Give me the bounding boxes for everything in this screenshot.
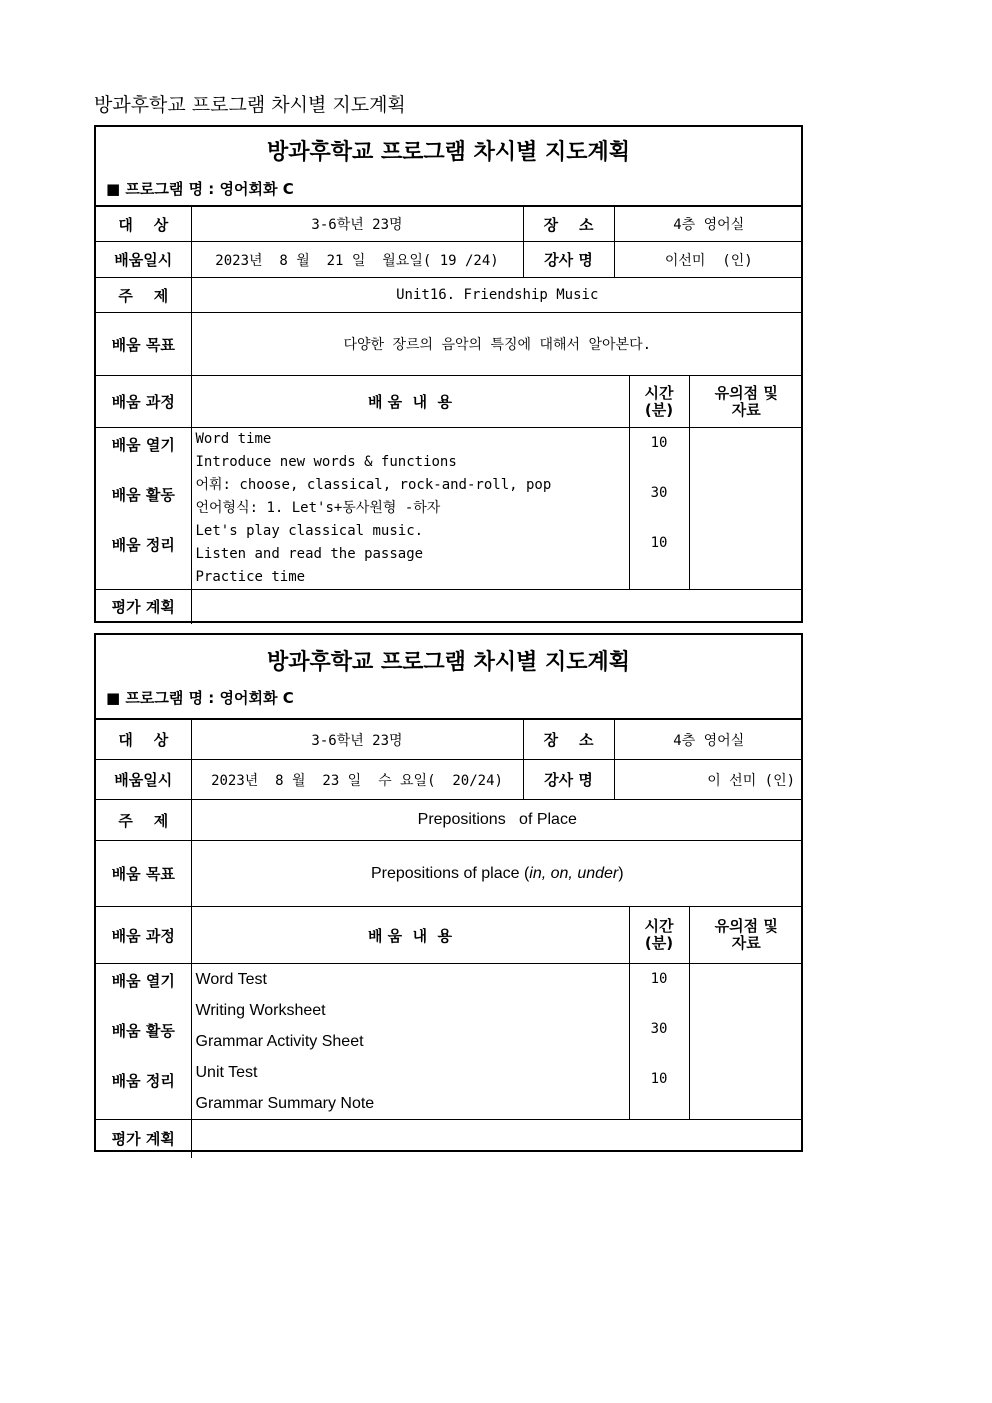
time-value: 10 [650,971,668,987]
process-label: 배움 과정 [96,376,191,428]
place-value: 4층 영어실 [614,720,803,760]
content-line: Word Test [195,971,267,988]
topic-label: 주 제 [96,278,191,313]
goal-text: Prepositions of place ( [370,864,530,882]
notes-cell [689,428,803,590]
target-value: 3-6학년 23명 [191,720,523,760]
content-line: Practice time [195,569,306,585]
place-value: 4층 영어실 [614,207,803,242]
date-label: 배움일시 [96,242,191,278]
goal-value [191,841,803,907]
goal-value: 다양한 장르의 음악의 특징에 대해서 알아본다. [191,313,803,376]
teacher-value: 이 선미 (인) [614,760,803,800]
plan-title: 방과후학교 프로그램 차시별 지도계획 [266,649,630,675]
stage-label: 배움 활동 [111,1022,175,1040]
date-value: 2023년 8 월 21 일 월요일( 19 /24) [191,242,523,278]
place-label: 장 소 [523,207,614,242]
goal-suffix: ) [618,864,624,882]
time-column [629,964,689,1120]
document-title: 방과후학교 프로그램 차시별 지도계획 [94,94,406,116]
topic-label: 주 제 [96,800,191,841]
lesson-plan-2 [94,633,803,1152]
eval-label: 평가 계획 [96,1120,191,1158]
lesson-plan-1 [94,125,803,623]
stage-label: 배움 열기 [111,972,175,990]
target-label: 대 상 [96,720,191,760]
time-value: 30 [650,485,668,501]
goal-italic-text: in, on, under [529,864,619,882]
place-label: 장 소 [523,720,614,760]
program-name: ■ 프로그램 명 : 영어회화 C [106,689,294,707]
stage-column [96,428,191,590]
content-cell [191,428,629,590]
eval-value [191,1120,803,1158]
date-label: 배움일시 [96,760,191,800]
teacher-label: 강사 명 [523,760,614,800]
teacher-label: 강사 명 [523,242,614,278]
time-value: 30 [650,1021,668,1037]
goal-label: 배움 목표 [96,841,191,907]
notes-cell [689,964,803,1120]
teacher-value: 이선미 (인) [614,242,803,278]
plan-title: 방과후학교 프로그램 차시별 지도계획 [266,139,630,165]
content-header: 배 움 내 용 [191,376,629,428]
stage-label: 배움 정리 [111,536,175,554]
content-line: Let's play classical music. [195,523,424,539]
stage-column [96,964,191,1120]
notes-header: 유의점 및 자료 [689,376,803,428]
content-line: Listen and read the passage [195,546,424,562]
process-label: 배움 과정 [96,907,191,964]
topic-value: Unit16. Friendship Music [191,278,803,313]
time-column [629,428,689,590]
goal-label: 배움 목표 [96,313,191,376]
time-value: 10 [650,535,668,551]
program-name: ■ 프로그램 명 : 영어회화 C [106,180,294,198]
target-label: 대 상 [96,207,191,242]
topic-value: Prepositions of Place [191,800,803,841]
plan-header [96,127,801,206]
content-line: Unit Test [195,1064,258,1081]
plan-table [96,719,803,1158]
content-line: Writing Worksheet [195,1002,326,1019]
plan-table [96,206,803,624]
target-value: 3-6학년 23명 [191,207,523,242]
time-value: 10 [650,435,668,451]
content-line: Introduce new words & functions [195,454,457,470]
notes-header: 유의점 및 자료 [689,907,803,964]
content-header: 배 움 내 용 [191,907,629,964]
stage-label: 배움 열기 [111,436,175,454]
stage-label: 배움 정리 [111,1072,175,1090]
eval-value [191,590,803,624]
content-line: Grammar Summary Note [195,1095,375,1112]
plan-header [96,635,801,719]
date-value: 2023년 8 월 23 일 수 요일( 20/24) [191,760,523,800]
time-value: 10 [650,1071,668,1087]
eval-label: 평가 계획 [96,590,191,624]
content-line: 어휘: choose, classical, rock-and-roll, pop [195,477,552,493]
time-header: 시간 (분) [629,907,689,964]
content-line: Grammar Activity Sheet [195,1033,364,1050]
time-header: 시간 (분) [629,376,689,428]
content-line: Word time [195,431,272,447]
stage-label: 배움 활동 [111,486,175,504]
content-cell [191,964,629,1120]
content-line: 언어형식: 1. Let's+동사원형 -하자 [195,500,441,516]
